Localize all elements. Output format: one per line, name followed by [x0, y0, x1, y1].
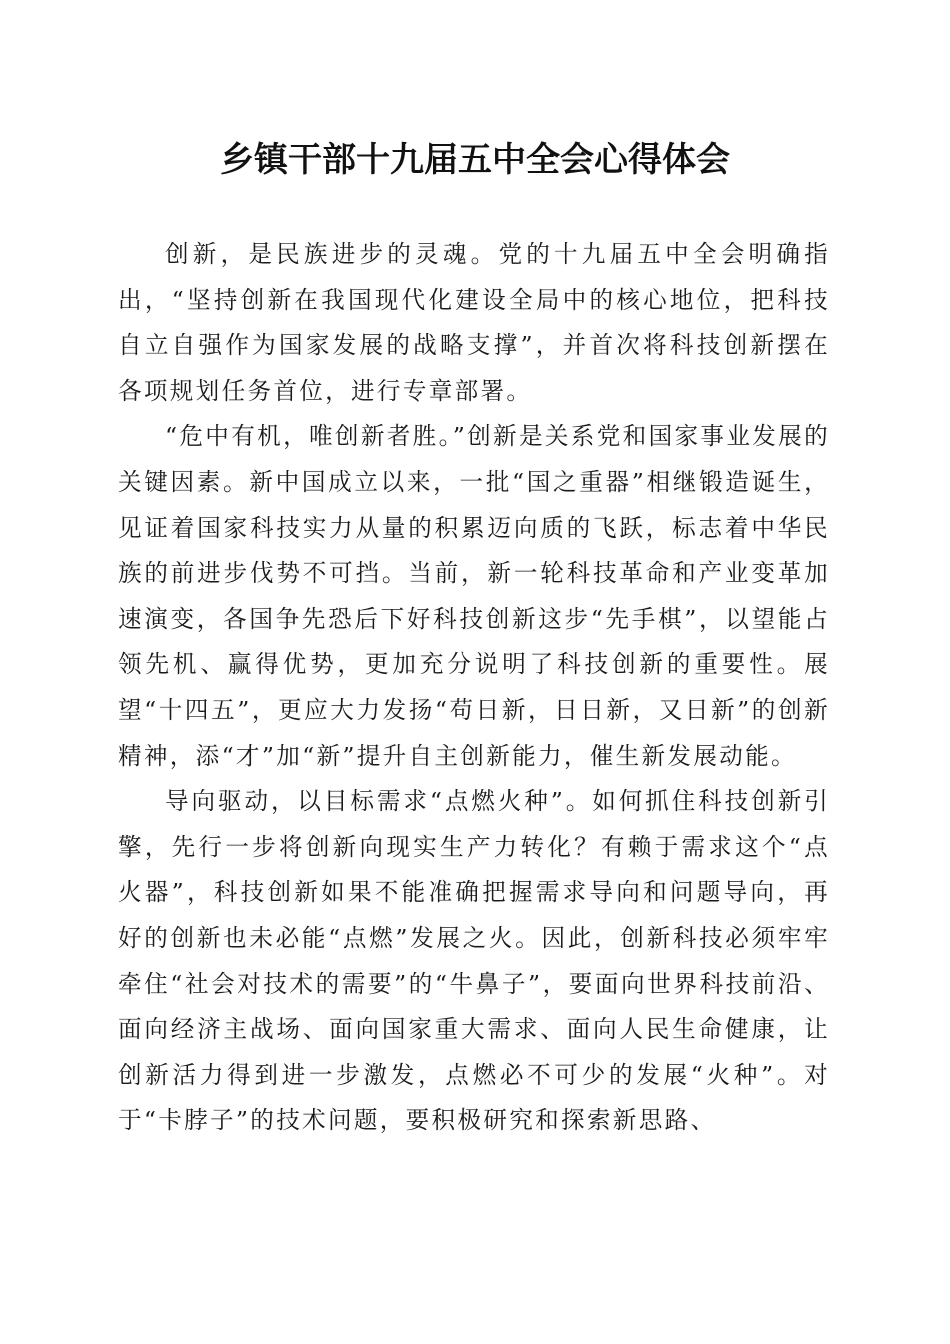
document-title: 乡镇干部十九届五中全会心得体会: [220, 140, 730, 180]
paragraph-opportunity-in-crisis: “危中有机，唯创新者胜。”创新是关系党和国家事业发展的关键因素。新中国成立以来，一批“国之重器”相继锻造诞生，见证着国家科技实力从量的积累迈向质的飞跃，标志着中华民族的前进步伐势不可挡。当前，新一轮科技革命和产业变革加速演变，各国争先恐后下好科技创新这步“先手棋”，以望能占领先机、赢得优势，更加充分说明了科技创新的重要性。展望“十四五”，更应大力发扬“苟日新，日日新，又日新”的创新精神，添“才”加“新”提升自主创新能力，催生新发展动能。: [118, 422, 830, 770]
document-body: [118, 232, 830, 1144]
paragraph-demand-driven: 导向驱动，以目标需求“点燃火种”。如何抓住科技创新引擎，先行一步将创新向现实生产力转化？有赖于需求这个“点火器”，科技创新如果不能准确把握需求导向和问题导向，再好的创新也未必能“点燃”发展之火。因此，创新科技必须牢牢牵住“社会对技术的需要”的“牛鼻子”，要面向世界科技前沿、面向经济主战场、面向国家重大需求、面向人民生命健康，让创新活力得到进一步激发，点燃必不可少的发展“火种”。对于“卡脖子”的技术问题，要积极研究和探索新思路、: [118, 787, 830, 1135]
paragraph-innovation-soul: 创新，是民族进步的灵魂。党的十九届五中全会明确指出，“坚持创新在我国现代化建设全局中的核心地位，把科技自立自强作为国家发展的战略支撑”，并首次将科技创新摆在各项规划任务首位，进行专章部署。: [118, 240, 830, 405]
